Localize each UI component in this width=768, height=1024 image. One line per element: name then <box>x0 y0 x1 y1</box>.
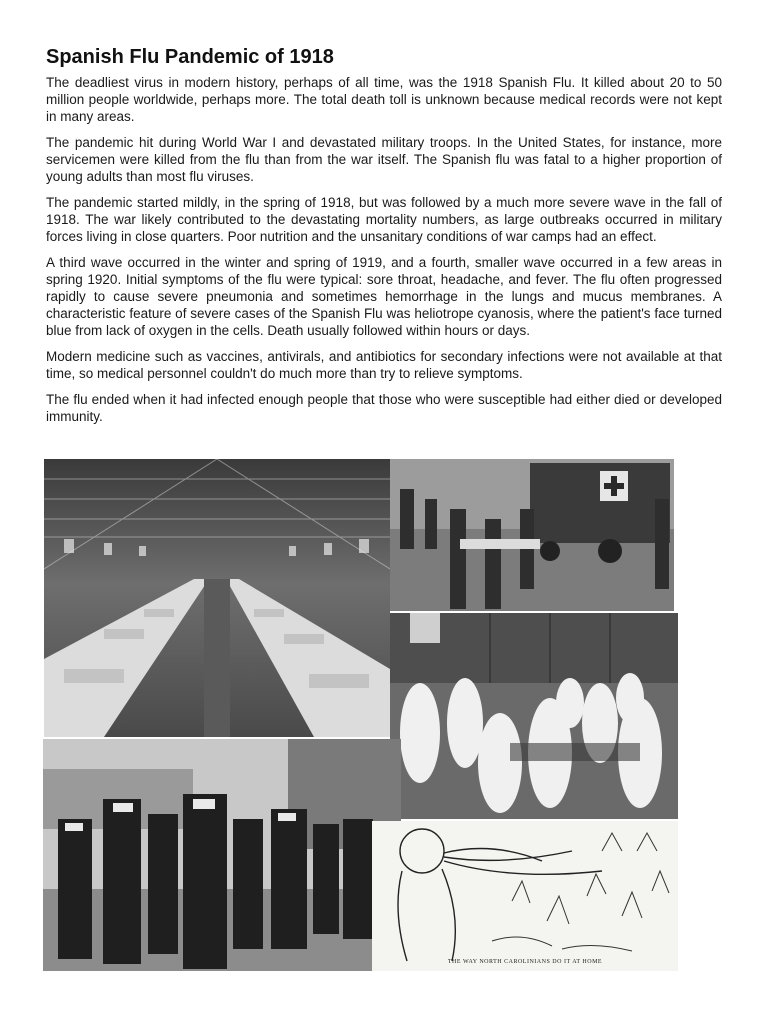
paragraph-6: The flu ended when it had infected enough people that those who were susceptible had either died or developed immunity. <box>46 392 722 424</box>
paragraph-1: The deadliest virus in modern history, perhaps of all time, was the 1918 Spanish Flu. It killed about 20 to 50 million people worldwide, perhaps more. The total death toll is unknown because medical records were not kept in many areas. <box>46 75 722 124</box>
cartoon-caption: THE WAY NORTH CAROLINIANS DO IT AT HOME <box>447 959 603 965</box>
page-title: Spanish Flu Pandemic of 1918 <box>46 46 334 68</box>
paragraph-2: The pandemic hit during World War I and devastated military troops. In the United States, for instance, more servicemen were killed from the flu than from the war itself. The Spanish flu was fatal to a higher proportion of young adults than most flu viruses. <box>46 135 722 184</box>
stretcher-bearers-photo <box>390 459 674 611</box>
document-body <box>46 46 722 434</box>
paragraph-3: The pandemic started mildly, in the spring of 1918, but was followed by a much more severe wave in the fall of 1918. The war likely contributed to the devastating mortality numbers, as large outbreaks occurred in military forces living in close quarters. Poor nutrition and the unsanitary conditions of war camps had an effect. <box>46 195 722 244</box>
masked-nurses-photo <box>390 613 678 819</box>
cartoon-illustration <box>372 821 678 971</box>
paragraph-5: Modern medicine such as vaccines, antivirals, and antibiotics for secondary infections were not available at that time, so medical personnel couldn't do much more than try to relieve symptoms. <box>46 349 722 381</box>
police-officers-photo <box>43 739 401 971</box>
paragraph-4: A third wave occurred in the winter and spring of 1919, and a fourth, smaller wave occurred in a few areas in spring 1920. Initial symptoms of the flu were typical: sore throat, headache, and fever. The flu often progressed rapidly to cause severe pneumonia and sometimes hemorrhage in the lungs and mucus membranes. A characteristic feature of severe cases of the Spanish Flu was heliotrope cyanosis, where the patient's face turned blue from lack of oxygen in the cells. Death usually followed within hours or days. <box>46 255 722 338</box>
hospital-ward-photo <box>44 459 390 737</box>
